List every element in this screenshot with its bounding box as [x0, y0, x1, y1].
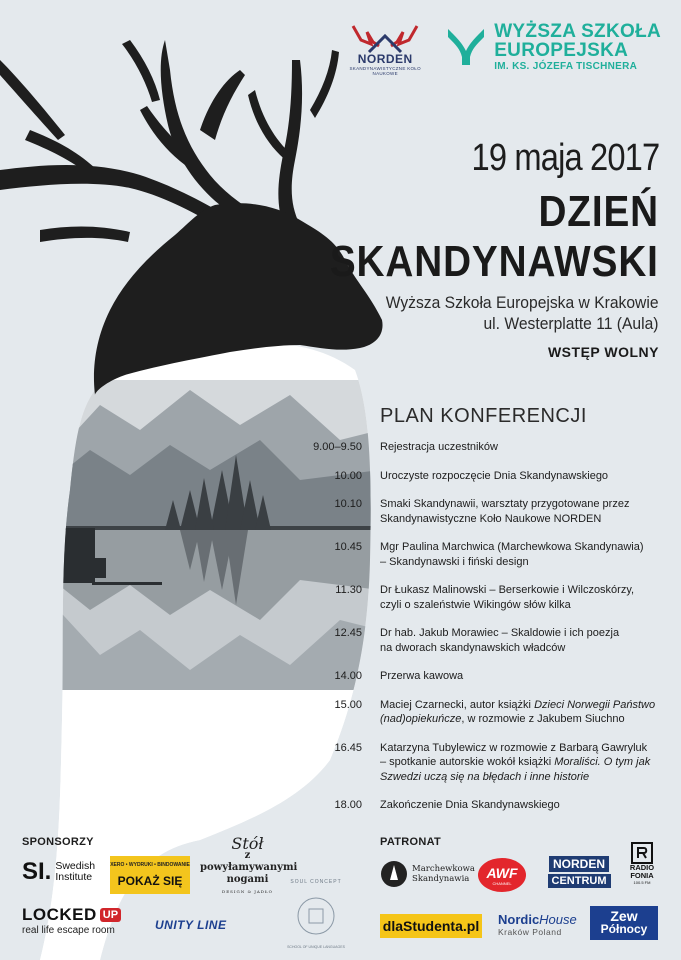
marchewka-circle-icon — [380, 860, 408, 888]
schedule-time: 10.00 — [334, 469, 362, 482]
radio-freq: 100.5 FM — [633, 880, 651, 885]
wse-line2: EUROPEJSKA — [494, 40, 629, 61]
schedule-desc-2: czyli o szaleństwie Wikingów słów kilka — [380, 598, 571, 611]
awf-text: AWF — [486, 864, 518, 881]
schedule-desc: Mgr Paulina Marchwica (Marchewkowa Skandynawia) — [380, 541, 644, 553]
schedule-desc-2: na dworach skandynawskich władców — [380, 641, 566, 654]
soul-sub: SCHOOL OF UNIQUE LANGUAGES — [287, 945, 345, 949]
norden-subtitle: SKANDYNAWISTYCZNE KOŁO NAUKOWE — [349, 66, 421, 76]
locked-sub: real life escape room — [22, 925, 115, 936]
zew-line2: Północy — [600, 922, 648, 936]
wse-mark-icon — [444, 25, 488, 69]
venue-line1: Wyższa Szkoła Europejska w Krakowie — [386, 293, 659, 312]
schedule-row — [300, 626, 660, 655]
book-title: Dzieci Norwegii Państwo — [534, 698, 656, 711]
si-mark: SI. — [22, 858, 52, 885]
schedule-desc: Dr hab. Jakub Morawiec – Skaldowie i ich poezja — [380, 627, 620, 639]
schedule-desc: Zakończenie Dnia Skandynawskiego — [380, 799, 560, 811]
stol-logo — [200, 834, 298, 898]
schedule-time: 9.00–9.50 — [313, 441, 362, 453]
marchew-line2: Skandynawia — [412, 874, 470, 884]
antler-icon — [347, 22, 423, 56]
schedule-desc-2: Skandynawistyczne Koło Naukowe NORDEN — [380, 512, 602, 525]
schedule-desc-2: – spotkanie autorskie wokół książki — [380, 756, 555, 768]
schedule-row — [300, 798, 660, 813]
wse-line3: IM. KS. JÓZEFA TISCHNERA — [494, 61, 638, 72]
schedule-desc: Smaki Skandynawii, warsztaty przygotowane przez — [380, 498, 630, 510]
awf-channel-logo — [478, 858, 526, 892]
wse-line1: WYŻSZA SZKOŁA — [494, 21, 661, 42]
pokaz-sie-logo — [110, 856, 190, 894]
schedule-time: 14.00 — [334, 670, 362, 682]
schedule-desc: Maciej Czarnecki, autor książki — [380, 698, 535, 711]
norden-name: NORDEN — [357, 52, 413, 66]
radio-line1: RADIO — [629, 863, 655, 872]
schedule-time: 11.30 — [335, 584, 362, 596]
event-title-line2: SKANDYNAWSKI — [330, 237, 659, 286]
marchewkowa-logo — [380, 860, 475, 888]
soul-concept-logo — [285, 879, 347, 949]
unity-line-logo: UNITY LINE — [155, 918, 227, 932]
norden-logo — [344, 22, 426, 76]
schedule-row — [300, 741, 660, 785]
nordic-line1: Nordic — [498, 912, 540, 927]
locked-up-badge: UP — [100, 908, 121, 922]
norden-centrum-logo — [545, 856, 613, 888]
norden-centrum-line2: CENTRUM — [548, 874, 611, 888]
si-name1: Swedish — [55, 860, 96, 872]
stol-line3: nogami — [226, 874, 269, 885]
header-logos — [344, 22, 661, 76]
awf-sub: CHANNEL — [492, 880, 512, 886]
stol-line2: z powyłamywanymi — [200, 850, 298, 873]
schedule-row — [300, 469, 660, 484]
book-title-cont: (nad)opiekuńcze — [380, 713, 462, 725]
schedule-row — [300, 497, 660, 526]
dla-text: dlaStudenta.pl — [382, 918, 480, 934]
schedule-time: 12.45 — [334, 627, 362, 639]
stol-line1: Stół — [231, 834, 264, 853]
schedule-row — [300, 583, 660, 612]
dlastudenta-logo — [380, 914, 482, 938]
schedule-time: 18.00 — [334, 799, 362, 811]
schedule-desc-2: , w rozmowie z Jakubem Siuchno — [461, 713, 625, 725]
xero-top: XERO • WYDRUKI • BINDOWANIE — [110, 862, 190, 868]
soul-concept-ring-icon — [285, 885, 347, 947]
venue-line2: ul. Westerplatte 11 (Aula) — [483, 314, 659, 333]
book-title-cont: Szwedzi uczą się na błędach i inne historie — [380, 770, 590, 783]
locked-text: LOCKED — [22, 905, 97, 924]
radio-line2: FONIA — [630, 871, 654, 880]
schedule-time: 10.45 — [334, 541, 362, 553]
schedule-desc: Przerwa kawowa — [380, 670, 464, 682]
schedule-time: 10.10 — [334, 498, 362, 510]
schedule-row — [300, 540, 660, 569]
marchew-line1: Marchewkowa — [412, 864, 475, 874]
nordic-line2: House — [539, 912, 577, 927]
schedule-desc: Rejestracja uczestników — [380, 441, 498, 453]
schedule-row — [300, 698, 660, 727]
wse-logo — [444, 22, 661, 72]
stol-line4: DESIGN & JADŁO — [222, 889, 273, 894]
schedule-time: 16.45 — [334, 741, 362, 754]
schedule-desc: Katarzyna Tubylewicz w rozmowie z Barbarą Gawryluk — [380, 741, 648, 754]
book-title: Moraliści. O tym jak — [554, 756, 651, 768]
schedule-row — [300, 440, 660, 455]
event-venue — [386, 292, 659, 334]
plan-title: PLAN KONFERENCJI — [380, 405, 587, 427]
radio-r-icon — [631, 842, 653, 864]
zew-line1: Zew — [610, 908, 638, 924]
schedule-desc: Uroczyste rozpoczęcie Dnia Skandynawskiego — [380, 469, 609, 482]
swedish-institute-logo — [22, 858, 95, 886]
schedule-desc: Dr Łukasz Malinowski – Berserkowie i Wilczoskórzy, — [380, 584, 635, 596]
event-date: 19 maja 2017 — [471, 137, 659, 179]
si-name2: Institute — [55, 871, 93, 883]
patronat-label: PATRONAT — [380, 836, 442, 848]
zew-polnocy-logo — [590, 906, 658, 940]
radiofonia-logo — [624, 842, 660, 885]
schedule-time: 15.00 — [334, 698, 362, 711]
locked-up-logo — [22, 905, 121, 936]
nordic-house-logo — [498, 912, 577, 937]
entry-info: WSTĘP WOLNY — [547, 344, 659, 360]
sponsors-label: SPONSORZY — [22, 836, 94, 848]
norden-centrum-line1: NORDEN — [549, 856, 609, 872]
nordic-sub: Kraków Poland — [498, 927, 562, 937]
soul-name: SOUL CONCEPT — [290, 879, 342, 885]
event-title-line1: DZIEŃ — [538, 187, 659, 236]
schedule-list — [300, 440, 660, 813]
schedule-row — [300, 669, 660, 684]
schedule-desc-2: – Skandynawski i fiński design — [380, 555, 529, 568]
xero-main: POKAŻ SIĘ — [117, 874, 183, 888]
